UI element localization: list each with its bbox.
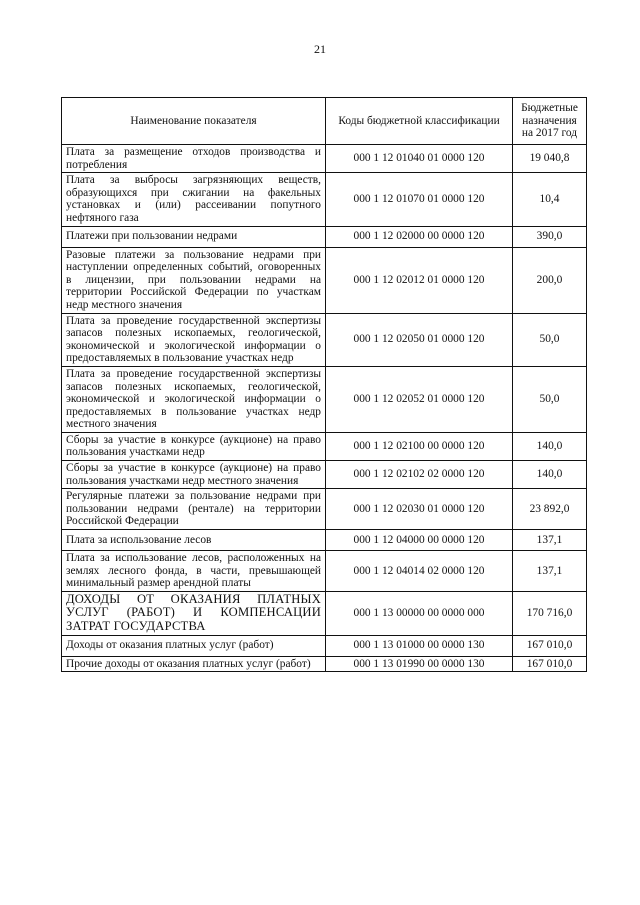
- table-row: [62, 461, 587, 489]
- table-row: [62, 432, 587, 460]
- budget-table: [61, 97, 587, 672]
- row-amount: 23 892,0: [513, 489, 587, 530]
- row-code: 000 1 12 02050 01 0000 120: [326, 313, 513, 366]
- row-code: 000 1 12 02052 01 0000 120: [326, 366, 513, 432]
- row-name: Платежи при пользовании недрами: [62, 226, 326, 247]
- row-name: Разовые платежи за пользование недрами при наступлении определенных событий, оговоренных в лицензии, при пользовании недрами на территории Российской Федерации по участкам недр местного значения: [62, 247, 326, 313]
- table-row: [62, 530, 587, 551]
- row-name: Сборы за участие в конкурсе (аукционе) на право пользования участками недр: [62, 432, 326, 460]
- table-row: [62, 247, 587, 313]
- row-name: Плата за выбросы загрязняющих веществ, образующихся при сжигании на факельных установках и (или) рассеивании попутного нефтяного газа: [62, 173, 326, 226]
- row-name: Плата за использование лесов, расположенных на землях лесного фонда, в части, превышающей минимальный размер арендной платы: [62, 551, 326, 592]
- table-row: [62, 656, 587, 672]
- row-amount: 140,0: [513, 432, 587, 460]
- row-name: ДОХОДЫ ОТ ОКАЗАНИЯ ПЛАТНЫХ УСЛУГ (РАБОТ) И КОМПЕНСАЦИИ ЗАТРАТ ГОСУДАРСТВА: [62, 591, 326, 635]
- row-name: Плата за размещение отходов производства и потребления: [62, 145, 326, 173]
- row-amount: 200,0: [513, 247, 587, 313]
- table-row: [62, 226, 587, 247]
- row-name: Плата за проведение государственной экспертизы запасов полезных ископаемых, геологической, экономической и экологической информации о предоставляемых в пользование участках недр: [62, 313, 326, 366]
- row-amount: 170 716,0: [513, 591, 587, 635]
- table-row: [62, 313, 587, 366]
- table-row: [62, 551, 587, 592]
- row-amount: 167 010,0: [513, 656, 587, 672]
- row-code: 000 1 12 02030 01 0000 120: [326, 489, 513, 530]
- row-code: 000 1 12 02100 00 0000 120: [326, 432, 513, 460]
- row-amount: 137,1: [513, 551, 587, 592]
- table-row: [62, 489, 587, 530]
- row-name: Регулярные платежи за пользование недрами при пользовании недрами (рентале) на территории Российской Федерации: [62, 489, 326, 530]
- row-name: Сборы за участие в конкурсе (аукционе) на право пользования участками недр местного значения: [62, 461, 326, 489]
- row-amount: 10,4: [513, 173, 587, 226]
- row-amount: 137,1: [513, 530, 587, 551]
- row-code: 000 1 12 01070 01 0000 120: [326, 173, 513, 226]
- row-amount: 140,0: [513, 461, 587, 489]
- header-classification-code: Коды бюджетной классификации: [326, 98, 513, 145]
- row-name: Плата за использование лесов: [62, 530, 326, 551]
- row-name: Плата за проведение государственной экспертизы запасов полезных ископаемых, геологической, экономической и экологической информации о предоставляемых в пользование участках недр местного значения: [62, 366, 326, 432]
- table-row: [62, 173, 587, 226]
- row-code: 000 1 13 01000 00 0000 130: [326, 635, 513, 656]
- table-row: [62, 635, 587, 656]
- row-name: Доходы от оказания платных услуг (работ): [62, 635, 326, 656]
- row-amount: 50,0: [513, 366, 587, 432]
- header-budget-amount: Бюджетные назначения на 2017 год: [513, 98, 587, 145]
- row-amount: 19 040,8: [513, 145, 587, 173]
- table-header-row: [62, 98, 587, 145]
- row-amount: 390,0: [513, 226, 587, 247]
- row-code: 000 1 12 02012 01 0000 120: [326, 247, 513, 313]
- row-code: 000 1 13 00000 00 0000 000: [326, 591, 513, 635]
- row-amount: 167 010,0: [513, 635, 587, 656]
- row-code: 000 1 12 04000 00 0000 120: [326, 530, 513, 551]
- table-row: [62, 145, 587, 173]
- row-name: Прочие доходы от оказания платных услуг (работ): [62, 656, 326, 672]
- row-code: 000 1 13 01990 00 0000 130: [326, 656, 513, 672]
- page-number: 21: [314, 42, 326, 56]
- row-amount: 50,0: [513, 313, 587, 366]
- row-code: 000 1 12 01040 01 0000 120: [326, 145, 513, 173]
- table-row: [62, 366, 587, 432]
- table-row: [62, 591, 587, 635]
- row-code: 000 1 12 02000 00 0000 120: [326, 226, 513, 247]
- row-code: 000 1 12 02102 02 0000 120: [326, 461, 513, 489]
- row-code: 000 1 12 04014 02 0000 120: [326, 551, 513, 592]
- header-indicator-name: Наименование показателя: [62, 98, 326, 145]
